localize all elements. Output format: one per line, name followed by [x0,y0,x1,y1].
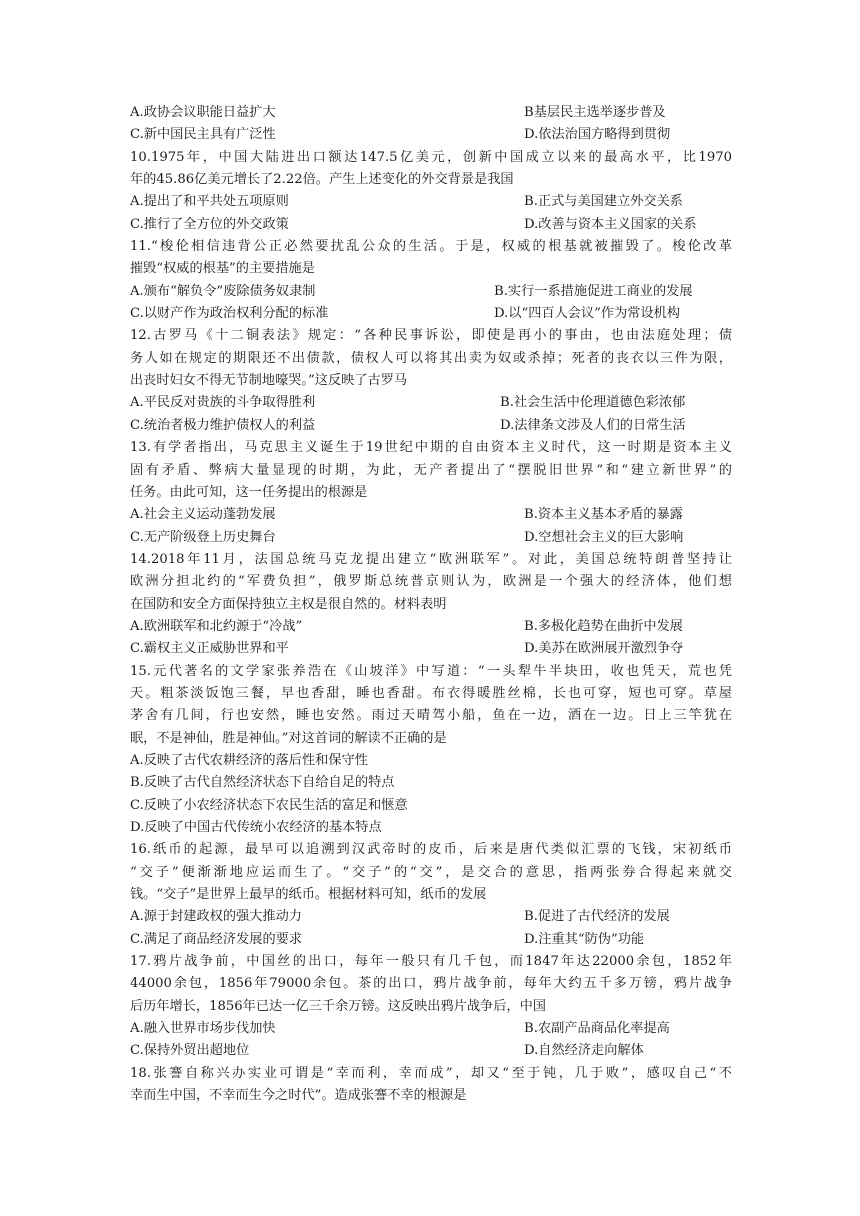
option-left: A.社会主义运动蓬勃发展 [130,507,276,523]
option-left: C.以财产作为政治权利分配的标准 [130,306,329,322]
text-line: D.反映了中国古代传统小农经济的基本特点 [130,820,382,835]
option-row [130,415,732,437]
option-right: B.正式与美国建立外交关系 [524,194,683,210]
text-line: 固有矛盾、弊病大量显现的时期，为此，无产者提出了“摆脱旧世界”和“建立新世界”的 [130,462,732,478]
text-line: 年的45.86亿美元增长了2.22倍。产生上述变化的外交背景是我国 [130,172,514,188]
option-right: D.改善与资本主义国家的关系 [524,216,697,232]
option-right: B.多极化趋势在曲折中发展 [524,618,683,634]
text-line: 44000余包，1856年79000余包。茶的出口，鸦片战争前，每年大约五千多万镑，鸦片战争 [130,976,732,992]
option-row [130,281,732,303]
option-left: A.欧洲联军和北约源于“冷战” [130,618,303,634]
option-right: D.美苏在欧洲展开激烈争夺 [524,641,684,657]
option-row [130,527,732,549]
text-line: A.反映了古代农耕经济的落后性和保守性 [130,752,368,768]
option-row [130,1040,732,1062]
text-line: 出丧时妇女不得无节制地嚎哭。”这反映了古罗马 [130,373,408,389]
option-right: D.自然经济走向解体 [524,1043,644,1059]
text-line: “交子”便渐渐地应运而生了。“交子”的“交”，是交合的意思，指两张券合得起来就交 [130,864,732,880]
text-line: 幸而生中国，不幸而生今之时代”。造成张謇不幸的根源是 [130,1088,467,1104]
option-left: A.政协会议职能日益扩大 [130,105,276,120]
option-row [130,638,732,660]
text-line: 眠，不是神仙，胜是神仙。”对这首词的解读不正确的是 [130,730,447,746]
text-line: 13.有学者指出，马克思主义诞生于19世纪中期的自由资本主义时代，这一时期是资本主义 [130,440,732,456]
text-line: 后历年增长，1856年已达一亿三千余万镑。这反映出鸦片战争后，中国 [130,998,546,1014]
text-line: C.反映了小农经济状态下农民生活的富足和惬意 [130,797,408,813]
option-left: C.霸权主义正威胁世界和平 [130,641,289,657]
option-left: C.统治者极力维护债权人的利益 [130,417,316,433]
option-right: D.空想社会主义的巨大影响 [524,529,684,545]
option-row [130,303,732,325]
option-right: D.依法治国方略得到贯彻 [524,127,671,143]
text-line: 17.鸦片战争前，中国丝的出口，每年一般只有几千包，而1847年达22000余包，1852年 [130,954,732,970]
text-line: 天。粗茶淡饭饱三餐，早也香甜，睡也香甜。布衣得暖胜丝棉，长也可穿，短也可穿。草屋 [130,685,732,701]
option-row [130,1018,732,1040]
option-right: D.法律条文涉及人们的日常生活 [500,417,686,433]
option-right: B基层民主选举逐步普及 [524,105,666,120]
option-left: C.无产阶级登上历史舞台 [130,529,276,545]
option-right: D.注重其“防伪”功能 [524,931,645,947]
option-right: B.促进了古代经济的发展 [524,909,670,925]
text-line: 茅舍有几间，行也安然，睡也安然。雨过天晴驾小船，鱼在一边，酒在一边。日上三竿犹在 [130,708,732,724]
text-line: 10.1975年，中国大陆进出口额达147.5亿美元，创新中国成立以来的最高水平，比1970 [130,149,732,165]
option-row [130,191,732,213]
option-left: A.颁布“解负令”废除债务奴隶制 [130,283,316,299]
text-line: B.反映了古代自然经济状态下自给自足的特点 [130,775,395,791]
option-right: B.农副产品商品化率提高 [524,1021,670,1037]
option-left: C.推行了全方位的外交政策 [130,216,289,232]
option-row [130,392,732,414]
option-right: B.社会生活中伦理道德色彩浓郁 [500,395,686,411]
option-left: A.提出了和平共处五项原则 [130,194,289,210]
option-right: D.以“四百人会议”作为常设机构 [494,306,681,322]
option-left: C.保持外贸出超地位 [130,1043,250,1059]
text-line: 11.“梭伦相信违背公正必然要扰乱公众的生活。于是，权威的根基就被摧毁了。梭伦改革 [130,239,732,255]
text-line: 欧洲分担北约的“军费负担”，俄罗斯总统普京则认为，欧洲是一个强大的经济体，他们想 [130,574,732,590]
text-line: 在国防和安全方面保持独立主权是很自然的。材料表明 [130,596,447,612]
option-row [130,214,732,236]
option-row [130,906,732,928]
option-row [130,929,732,951]
text-line: 摧毁“权威的根基”的主要措施是 [130,261,315,277]
text-line: 15.元代著名的文学家张养浩在《山坡洋》中写道：“一头犁牛半块田，收也凭天，荒也凭 [130,663,732,679]
text-line: 12.古罗马《十二铜表法》规定：“各种民事诉讼，即使是再小的事由，也由法庭处理；债 [130,328,732,344]
text-line: 14.2018年11月，法国总统马克龙提出建立“欧洲联军”。对此，美国总统特朗普坚持让 [130,551,732,567]
exam-content [130,102,732,1107]
text-line: 16.纸币的起源，最早可以追溯到汉武帝时的皮币，后来是唐代类似汇票的飞钱，宋初纸币 [130,842,732,858]
option-left: A.平民反对贵族的斗争取得胜利 [130,395,316,411]
option-row [130,504,732,526]
option-row [130,616,732,638]
option-right: B.资本主义基本矛盾的暴露 [524,507,683,523]
text-line: 钱。“交子”是世界上最早的纸币。根据材料可知，纸币的发展 [130,887,487,903]
option-left: A.源于封建政权的强大推动力 [130,909,302,925]
text-line: 务人如在规定的期限还不出债款，债权人可以将其出卖为奴或杀掉；死者的丧衣以三件为限， [130,350,732,366]
option-left: C.新中国民主具有广泛性 [130,127,276,143]
option-right: B.实行一系措施促进工商业的发展 [494,283,693,299]
text-line: 18.张謇自称兴办实业可谓是“幸而利，幸而成”，却又“至于钝，几于败”，感叹自己“不 [130,1065,732,1081]
option-row [130,102,732,124]
text-line: 任务。由此可知，这一任务提出的根源是 [130,484,368,500]
option-left: C.满足了商品经济发展的要求 [130,931,303,947]
option-left: A.融入世界市场步伐加快 [130,1021,276,1037]
option-row [130,124,732,146]
